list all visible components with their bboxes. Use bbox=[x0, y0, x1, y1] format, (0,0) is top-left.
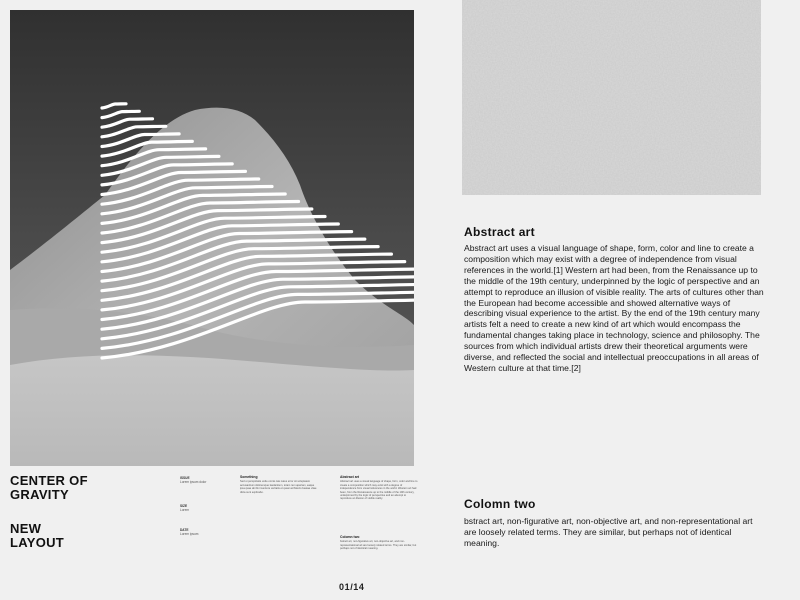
poster-small-column-3 bbox=[340, 536, 418, 551]
column-two-heading: Colomn two bbox=[464, 497, 536, 511]
article-heading: Abstract art bbox=[464, 225, 535, 239]
poster-subtitle bbox=[10, 522, 130, 550]
poster-small-column-heading: Abstract art bbox=[340, 475, 360, 479]
poster-title-line-2: GRAVITY bbox=[10, 487, 69, 502]
poster-subtitle-line-1: NEW bbox=[10, 521, 42, 536]
poster-small-column-text: Abstract art uses a visual language of shape, form, color and line to create a composition which may exist with a degree of independence from visual references in the world. Western art had been, from the Renaissance up to the middle of the 19th century, underpinned by the logic of perspective and an attempt to reproduce an illusion of visible reality. bbox=[340, 480, 418, 501]
paper-texture bbox=[462, 0, 761, 195]
texture-image bbox=[462, 0, 761, 195]
poster-small-column-text: Sed ut perspiciatis unde omnis iste natus error sit voluptatem accusantium doloremque laudantium, totam rem aperiam, eaque ipsa quae ab illo inventore veritatis et quasi architecto beatae vitae dicta sunt explicabo. bbox=[240, 480, 317, 494]
poster-meta-value: Lorem bbox=[180, 508, 190, 513]
poster-small-column-heading: Colomn two bbox=[340, 535, 360, 539]
poster-small-column-heading: Something bbox=[240, 475, 258, 479]
poster-meta-label: SIZE bbox=[180, 504, 188, 508]
poster-illustration bbox=[10, 10, 414, 466]
poster-meta-value: Lorem ipsum bbox=[180, 532, 199, 537]
column-two-body: bstract art, non-figurative art, non-objective art, and non-representational art are loosely related terms. They are similar, but perhaps not of identical meaning. bbox=[464, 516, 753, 548]
poster-meta-value: Lorem ipsum dolor bbox=[180, 480, 207, 485]
poster-small-column-text: bstract art, non-figurative art, non-objective art, and non-representational art are loosely related terms. They are similar, but perhaps not of identical meaning. bbox=[340, 540, 417, 551]
poster-subtitle-line-2: LAYOUT bbox=[10, 535, 65, 550]
article-body: Abstract art uses a visual language of shape, form, color and line to create a composition which may exist with a degree of independence from visual references in the world.[1] Western art had been, from the Renaissance up to the middle of the 19th century, underpinned by the logic of perspective and an attempt to reproduce an illusion of visible reality. The arts of cultures other than the European had become accessible and showed alternative ways of describing visual experience to the artist. By the end of the 19th century many artists felt a need to create a new kind of art which would encompass the fundamental changes taking place in technology, science and philosophy. The sources from which individual artists drew their theoretical arguments were diverse, and reflected the social and intellectual preoccupations in all areas of Western culture at that time.[2] bbox=[464, 243, 764, 373]
poster-meta-size bbox=[180, 504, 220, 512]
poster-artwork bbox=[10, 10, 414, 466]
poster-title bbox=[10, 474, 130, 502]
poster-small-column-1 bbox=[240, 476, 318, 494]
poster-meta-label: ISSUE bbox=[180, 476, 190, 480]
poster-title-line-1: CENTER OF bbox=[10, 473, 88, 488]
poster-small-column-2 bbox=[340, 476, 418, 501]
poster-meta-date bbox=[180, 528, 220, 536]
poster-meta-issue bbox=[180, 476, 220, 484]
page-number: 01/14 bbox=[339, 582, 365, 592]
poster-meta-label: DATE bbox=[180, 528, 189, 532]
